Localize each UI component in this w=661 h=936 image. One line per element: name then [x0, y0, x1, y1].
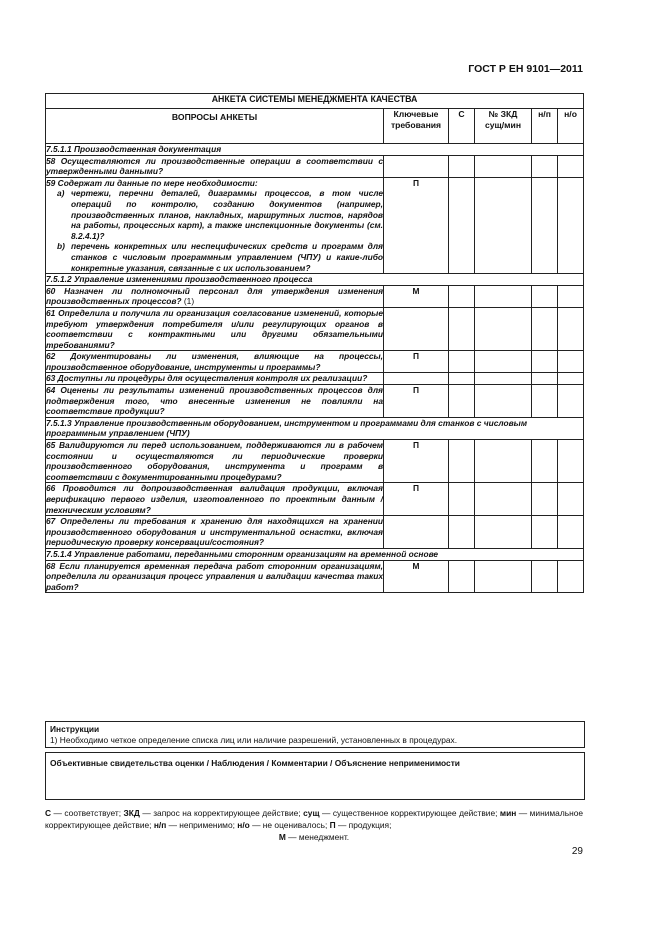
question-60: 60 Назначен ли полномочный персонал для утверждения изменения производственных процессов? (1) — [46, 285, 383, 307]
col-key-requirements: Ключевые требования — [384, 109, 449, 144]
question-58: 58 Осуществляются ли производственные операции в соответствии с утвержденными данными? — [46, 155, 383, 177]
table-header-row — [46, 109, 584, 144]
question-65: 65 Валидируются ли перед использованием, поддерживаются ли в рабочем состоянии и осуществляются ли периодические проверки производственного оборудования, инструмента и программ в соответствии с документированными процедурами? — [46, 440, 383, 482]
evidence-title: Объективные свидетельства оценки / Наблюдения / Комментарии / Объяснение неприменимости — [50, 758, 460, 768]
section-row: 7.5.1.2 Управление изменениями производственного процесса — [46, 274, 584, 286]
table-row: 62 Документированы ли изменения, влияющие на процессы, производственное оборудование, инструменты и программы? П — [46, 351, 584, 373]
table-title: АНКЕТА СИСТЕМЫ МЕНЕДЖМЕНТА КАЧЕСТВА — [46, 94, 584, 109]
legend: С — соответствует; ЗКД — запрос на корректирующее действие; сущ — существенное корректирующее действие; мин — минимальное корректирующее действие; н/п — неприменимо; н/о — не оценивалось; П — продукция; М — менеджмент. — [45, 808, 584, 842]
table-row: 64 Оценены ли результаты изменений производственных процессов для подтверждения того, что внесенные изменения не повлияли на соответствие продукции? П — [46, 385, 584, 418]
table-title-row — [46, 94, 584, 109]
table-row: 60 Назначен ли полномочный персонал для утверждения изменения производственных процессов? (1) М — [46, 285, 584, 307]
table-row: 65 Валидируются ли перед использованием, поддерживаются ли в рабочем состоянии и осуществляются ли периодические проверки производственного оборудования, инструмента и программ в соответствии с документированными процедурами? П — [46, 440, 584, 483]
question-67: 67 Определены ли требования к хранению для находящихся на хранении производственного оборудования и инструментальной оснастки, включая периодическую проверку консервации/состояния? — [46, 516, 383, 548]
table-row — [46, 516, 584, 549]
table-row — [46, 307, 584, 350]
question-68: 68 Если планируется временная передача работ сторонним организациям, определила ли организация процесс управления и валидации качества таких работ? — [46, 560, 383, 592]
page-number: 29 — [571, 846, 583, 857]
standard-designation: ГОСТ Р ЕН 9101—2011 — [468, 63, 583, 75]
instructions-box — [45, 721, 585, 748]
col-no: н/о — [558, 109, 584, 144]
col-c: С — [449, 109, 475, 144]
question-59: 59 Содержат ли данные по мере необходимости: a) чертежи, перечни деталей, диаграммы процессов, в том числе операций по контролю, созданию документов (например, производственных планов, накладных, маршрутных листов, нарядов на работы, процессных карт), а также инспекционные документы (см. 8.2.4.1)? b) перечень конкретных или неспецифических средств и программ для станков с числовым программным управлением (ЧПУ) и какие-либо конкретные указания, связанные с их использованием? — [46, 177, 383, 273]
section-row: 7.5.1.4 Управление работами, переданными сторонним организациям на временной основе — [46, 548, 584, 560]
instructions-note: 1) Необходимо четкое определение списка лиц или наличие разрешений, установленных в процедурах. — [50, 734, 458, 745]
col-questions: ВОПРОСЫ АНКЕТЫ — [46, 109, 384, 144]
question-61: 61 Определила и получила ли организация согласование изменений, которые требуют утверждения потребителя и/или регулирующих органов в соответствии с контрактными или другими обязательными требованиями? — [46, 307, 383, 350]
table-row: 59 Содержат ли данные по мере необходимости: a) чертежи, перечни деталей, диаграммы процессов, в том числе операций по контролю, созданию документов (например, производственных планов, накладных, маршрутных листов, нарядов на работы, процессных карт), а также инспекционные документы (см. 8.2.4.1)? b) перечень конкретных или неспецифических средств и программ для станков с числовым программным управлением (ЧПУ) и какие-либо конкретные указания, связанные с их использованием? П — [46, 177, 584, 273]
section-row: 7.5.1.1 Производственная документация — [46, 144, 584, 156]
question-62: 62 Документированы ли изменения, влияющие на процессы, производственное оборудование, инструменты и программы? — [46, 351, 383, 372]
table-row — [46, 373, 584, 385]
questionnaire-table — [45, 93, 584, 593]
table-row: 66 Проводится ли допроизводственная валидация продукции, включая верификацию первого изделия, изготовленного по проектным данным /техническим условиям? П — [46, 483, 584, 516]
question-66: 66 Проводится ли допроизводственная валидация продукции, включая верификацию первого изделия, изготовленного по проектным данным /техническим условиям? — [46, 483, 383, 515]
question-63: 63 Доступны ли процедуры для осуществления контроля их реализации? — [46, 373, 384, 385]
evidence-box — [45, 752, 585, 800]
section-row: 7.5.1.3 Управление производственным оборудованием, инструментом и программами для станков с числовым программным управлением (ЧПУ) — [46, 417, 584, 439]
table-row — [46, 155, 584, 177]
table-row: 68 Если планируется временная передача работ сторонним организациям, определила ли организация процесс управления и валидации качества таких работ? М — [46, 560, 584, 593]
col-np: н/п — [532, 109, 558, 144]
question-64: 64 Оценены ли результаты изменений производственных процессов для подтверждения того, что внесенные изменения не повлияли на соответствие продукции? — [46, 385, 383, 417]
instructions-title: Инструкции — [50, 724, 100, 734]
col-zkd: № ЗКД сущ/мин — [475, 109, 532, 144]
